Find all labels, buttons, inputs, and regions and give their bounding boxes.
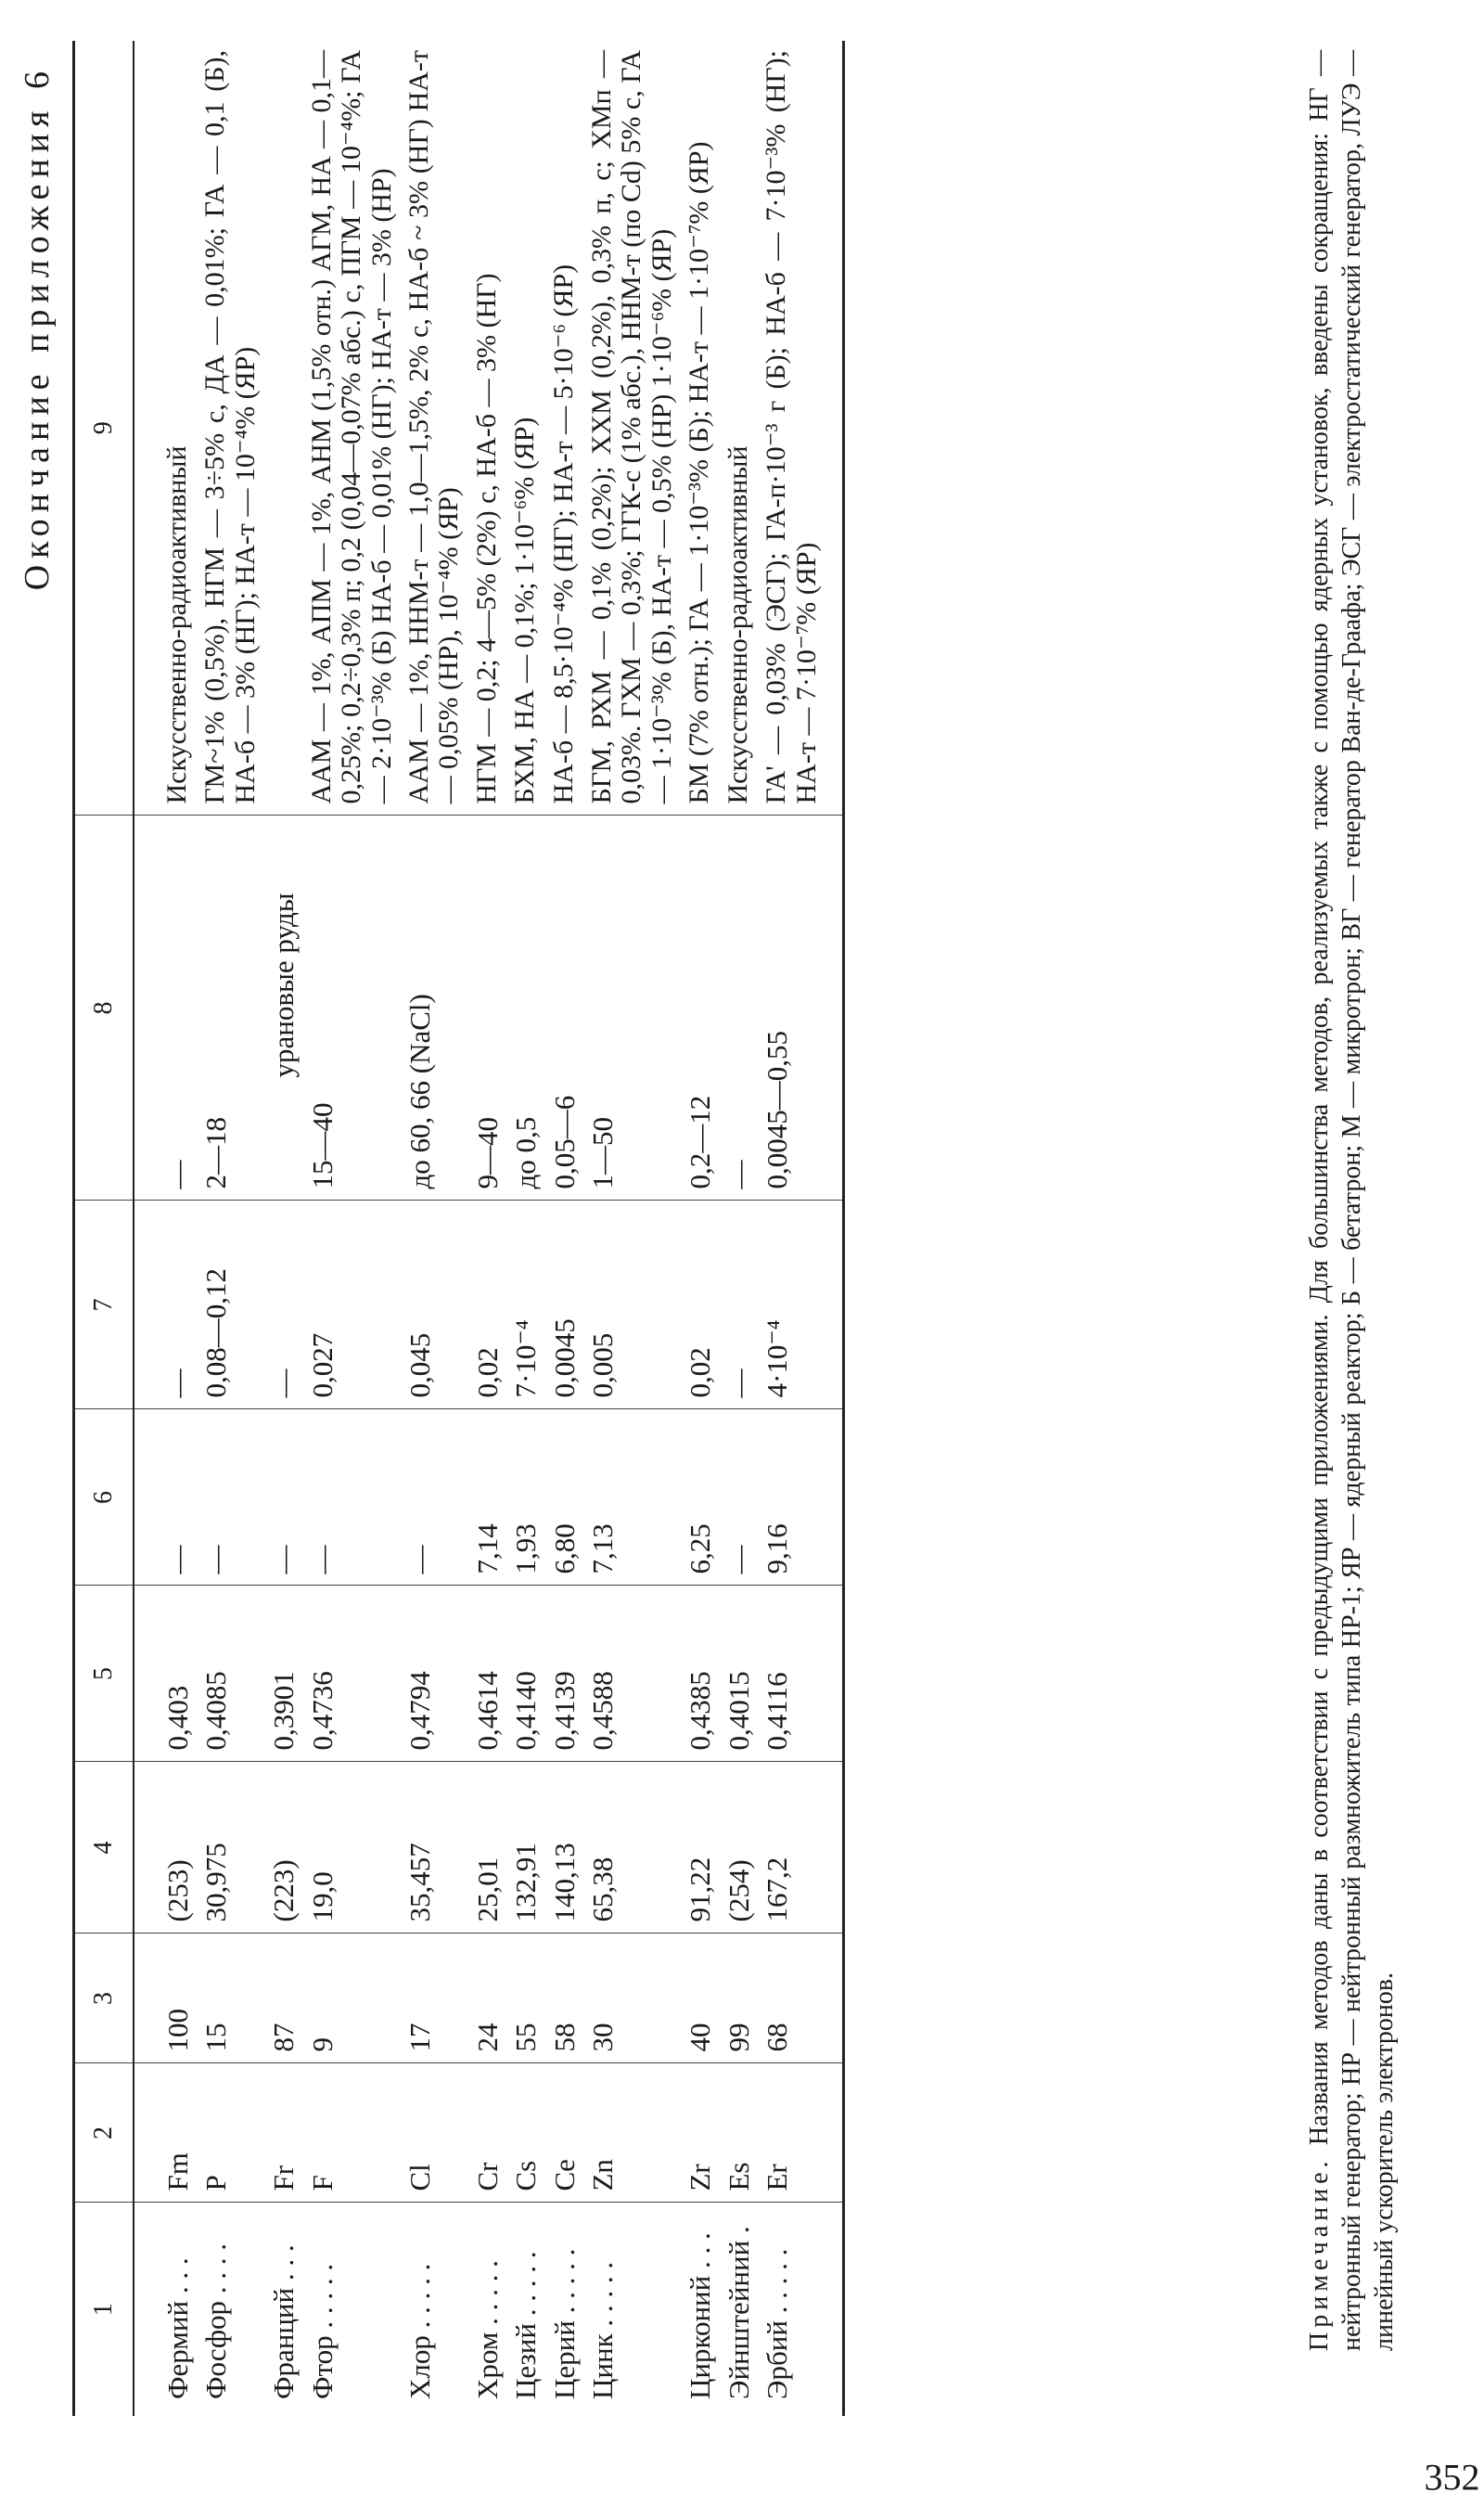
column-7-value: — bbox=[720, 1201, 758, 1409]
atomic-number: 99 bbox=[720, 1933, 758, 2063]
atomic-mass: (223) bbox=[264, 1762, 302, 1933]
column-header-1: 1 bbox=[74, 2203, 134, 2416]
atomic-mass: 65,38 bbox=[583, 1762, 681, 1933]
table-row bbox=[681, 41, 719, 2416]
column-7-value: 0,02 bbox=[681, 1201, 719, 1409]
column-8-value: 1—50 bbox=[586, 1117, 620, 1189]
column-8-cell bbox=[720, 816, 758, 1201]
atomic-mass: 132,91 bbox=[506, 1762, 544, 1933]
element-symbol: Cr bbox=[468, 2063, 506, 2203]
element-name: Цирконий . . . bbox=[684, 2232, 717, 2399]
element-symbol: Ce bbox=[545, 2063, 583, 2203]
element-symbol: Fr bbox=[264, 2063, 302, 2203]
atomic-number: 68 bbox=[758, 1933, 843, 2063]
column-8-value: до 60, 66 (NaCl) bbox=[403, 994, 436, 1189]
atomic-number: 24 bbox=[468, 1933, 506, 2063]
column-header-3: 3 bbox=[74, 1933, 134, 2063]
element-name: Церий . . . . . bbox=[547, 2248, 581, 2399]
atomic-number: 17 bbox=[401, 1933, 468, 2063]
column-7-value: 0,08—0,12 bbox=[197, 1201, 264, 1409]
column-5-value: 0,4139 bbox=[545, 1586, 583, 1762]
column-8-value: 0,2—12 bbox=[684, 1095, 717, 1189]
column-8-value: 0,0045—0,55 bbox=[761, 1031, 794, 1189]
column-6-value: 7,13 bbox=[583, 1409, 681, 1586]
column-8-cell bbox=[468, 816, 506, 1201]
column-5-value: 0,4736 bbox=[303, 1586, 401, 1762]
element-symbol: F bbox=[303, 2063, 401, 2203]
column-6-value: 6,80 bbox=[545, 1409, 583, 1586]
column-6-value: — bbox=[134, 1409, 197, 1586]
column-8-note: урановые руды bbox=[267, 893, 301, 1078]
column-8-cell bbox=[197, 816, 264, 1201]
column-6-value: — bbox=[264, 1409, 302, 1586]
methods-text: ГМ~1% (0,5%), НГМ — 3÷5% с, ДА — 0,01%; ГА — 0,1 (Б), НА-б — 3% (НГ); НА-т — 10⁻⁴% (ЯР) bbox=[197, 41, 264, 816]
elements-table bbox=[72, 41, 845, 2416]
table-row bbox=[468, 41, 506, 2416]
methods-text: БХМ, НА — 0,1%; 1·10⁻⁶% (ЯР) bbox=[506, 41, 544, 816]
column-header-7: 7 bbox=[74, 1201, 134, 1409]
table-row bbox=[401, 41, 468, 2416]
column-8-value: — bbox=[722, 1160, 755, 1189]
methods-text: НГМ — 0,2; 4—5% (2%) с, НА-б — 3% (НГ) bbox=[468, 41, 506, 816]
column-8-cell bbox=[264, 816, 302, 1201]
column-5-value: 0,3901 bbox=[264, 1586, 302, 1762]
column-8-cell bbox=[758, 816, 843, 1201]
column-8-value: — bbox=[161, 1160, 194, 1189]
column-5-value: 0,4116 bbox=[758, 1586, 843, 1762]
element-name: Хром . . . . . bbox=[470, 2260, 504, 2399]
column-5-value: 0,4015 bbox=[720, 1586, 758, 1762]
column-5-value: 0,4140 bbox=[506, 1586, 544, 1762]
element-symbol: Fm bbox=[134, 2063, 197, 2203]
column-6-value: — bbox=[197, 1409, 264, 1586]
atomic-mass: 140,13 bbox=[545, 1762, 583, 1933]
column-6-value: 6,25 bbox=[681, 1409, 719, 1586]
column-7-value: — bbox=[134, 1201, 197, 1409]
footnote bbox=[1303, 50, 1401, 2351]
footnote-lead: Примечание. bbox=[1305, 2156, 1334, 2351]
column-6-value: — bbox=[720, 1409, 758, 1586]
column-5-value: 0,4614 bbox=[468, 1586, 506, 1762]
atomic-number: 100 bbox=[134, 1933, 197, 2063]
column-8-value: 0,05—6 bbox=[547, 1095, 581, 1189]
column-8-cell bbox=[583, 816, 681, 1201]
column-7-value: 4·10⁻⁴ bbox=[758, 1201, 843, 1409]
column-5-value: 0,4588 bbox=[583, 1586, 681, 1762]
table-row bbox=[583, 41, 681, 2416]
atomic-number: 87 bbox=[264, 1933, 302, 2063]
table-row bbox=[134, 41, 197, 2416]
continuation-title: Окончание приложения 6 bbox=[18, 65, 57, 591]
methods-text: Искусственно-радиоактивный bbox=[720, 41, 758, 816]
atomic-mass: (254) bbox=[720, 1762, 758, 1933]
table-body bbox=[134, 41, 843, 2416]
column-5-value: 0,4085 bbox=[197, 1586, 264, 1762]
atomic-number: 55 bbox=[506, 1933, 544, 2063]
column-5-value: 0,4794 bbox=[401, 1586, 468, 1762]
column-header-5: 5 bbox=[74, 1586, 134, 1762]
atomic-number: 30 bbox=[583, 1933, 681, 2063]
column-8-value: 9—40 bbox=[470, 1117, 504, 1189]
column-8-value: до 0,5 bbox=[509, 1116, 543, 1189]
column-7-value: 0,005 bbox=[583, 1201, 681, 1409]
column-7-value: 0,027 bbox=[303, 1201, 401, 1409]
atomic-number: 9 bbox=[303, 1933, 401, 2063]
column-header-4: 4 bbox=[74, 1762, 134, 1933]
column-8-cell bbox=[303, 816, 401, 1201]
element-symbol: Zr bbox=[681, 2063, 719, 2203]
page-number: 352 bbox=[1424, 2456, 1480, 2499]
header-row bbox=[74, 41, 134, 2416]
atomic-mass: 30,975 bbox=[197, 1762, 264, 1933]
atomic-mass: (253) bbox=[134, 1762, 197, 1933]
element-symbol: Cs bbox=[506, 2063, 544, 2203]
element-name: Эйнштейний . bbox=[722, 2226, 755, 2399]
table-row bbox=[545, 41, 583, 2416]
element-name: Фосфор . . . . bbox=[199, 2243, 233, 2399]
element-symbol: Zn bbox=[583, 2063, 681, 2203]
column-5-value: 0,403 bbox=[134, 1586, 197, 1762]
column-7-value: — bbox=[264, 1201, 302, 1409]
column-header-8: 8 bbox=[74, 816, 134, 1201]
methods-text: БГМ, РХМ — 0,1% (0,2%); ХХМ (0,2%), 0,3% п, с; ХМп — 0,03%. ГХМ — 0,3%; ГГК-с (1% абс.), ННМ-т (по Cd) 5% с, ГА — 1·10⁻³% (Б), НА-т — 0,5% (НР) 1·10⁻⁶% (ЯР) bbox=[583, 41, 681, 816]
element-symbol: Es bbox=[720, 2063, 758, 2203]
column-7-value: 0,0045 bbox=[545, 1201, 583, 1409]
column-header-9: 9 bbox=[74, 41, 134, 816]
element-symbol: Er bbox=[758, 2063, 843, 2203]
element-symbol: Cl bbox=[401, 2063, 468, 2203]
column-header-2: 2 bbox=[74, 2063, 134, 2203]
column-6-value: 1,93 bbox=[506, 1409, 544, 1586]
atomic-mass: 167,2 bbox=[758, 1762, 843, 1933]
element-name: Франций . . . bbox=[267, 2244, 301, 2399]
methods-text: БМ (7% отн.); ГА — 1·10⁻³% (Б); НА-т — 1·10⁻⁷% (ЯР) bbox=[681, 41, 719, 816]
column-7-value: 0,02 bbox=[468, 1201, 506, 1409]
table-row bbox=[264, 41, 302, 2416]
table-row bbox=[758, 41, 843, 2416]
element-name: Цинк . . . . . bbox=[586, 2261, 620, 2399]
atomic-number: 40 bbox=[681, 1933, 719, 2063]
footnote-text: Названия методов даны в соответствии с предыдущими приложениями. Для большинства методов, реализуемых также с помощью ядерных установок, введены сокращения: НГ — нейтронный генератор; НР — нейтронный размножитель типа НР-1; ЯР — ядерный реактор; Б — бетатрон; М — микротрон; ВГ — генератор Ван-де-Граафа; ЭСГ — электростатический генератор, ЛУЭ — линейный ускоритель электронов. bbox=[1305, 50, 1399, 2351]
methods-text: ААМ — 1%, ННМ-т — 1,0—1,5%, 2% с, НА-б ~ 3% (НГ) НА-т — 0,05% (НР), 10⁻⁴% (ЯР) bbox=[401, 41, 468, 816]
methods-text: НА-б — 8,5·10⁻⁴% (НГ); НА-т — 5·10⁻⁶ (ЯР) bbox=[545, 41, 583, 816]
element-name: Фтор . . . . . bbox=[305, 2263, 339, 2399]
atomic-mass: 35,457 bbox=[401, 1762, 468, 1933]
atomic-mass: 25,01 bbox=[468, 1762, 506, 1933]
column-8-cell bbox=[401, 816, 468, 1201]
methods-text: ГА' — 0,03% (ЭСГ); ГА-п·10⁻³ г (Б); НА-б — 7·10⁻³% (НГ); НА-т — 7·10⁻⁷% (ЯР) bbox=[758, 41, 843, 816]
column-5-value: 0,4385 bbox=[681, 1586, 719, 1762]
table-row bbox=[720, 41, 758, 2416]
column-8-value: 15—40 bbox=[305, 1102, 339, 1189]
column-6-value: — bbox=[303, 1409, 401, 1586]
methods-text bbox=[264, 41, 302, 816]
column-6-value: 9,16 bbox=[758, 1409, 843, 1586]
column-header-6: 6 bbox=[74, 1409, 134, 1586]
table-row bbox=[303, 41, 401, 2416]
element-symbol: P bbox=[197, 2063, 264, 2203]
column-8-cell bbox=[545, 816, 583, 1201]
atomic-mass: 19,0 bbox=[303, 1762, 401, 1933]
column-8-cell bbox=[134, 816, 197, 1201]
table-row bbox=[197, 41, 264, 2416]
column-8-value: 2—18 bbox=[199, 1117, 233, 1189]
atomic-number: 15 bbox=[197, 1933, 264, 2063]
column-8-cell bbox=[681, 816, 719, 1201]
column-7-value: 0,045 bbox=[401, 1201, 468, 1409]
table-row bbox=[506, 41, 544, 2416]
methods-text: ААМ — 1%, АПМ — 1%, АНМ (1,5% отн.) АГМ, НА — 0,1—0,25%; 0,2÷0,3% п; 0,2 (0,04—0,07% абс.) с, ПГМ — 10⁻⁴%; ГА — 2·10⁻³% (Б) НА-б — 0,01% (НГ); НА-т — 3% (НР) bbox=[303, 41, 401, 816]
element-name: Эрбий . . . . . bbox=[758, 2203, 843, 2416]
atomic-number: 58 bbox=[545, 1933, 583, 2063]
element-name: Хлор . . . . . bbox=[403, 2263, 436, 2399]
element-name: Фермий . . . bbox=[161, 2257, 194, 2399]
column-7-value: 7·10⁻⁴ bbox=[506, 1201, 544, 1409]
column-6-value: — bbox=[401, 1409, 468, 1586]
atomic-mass: 91,22 bbox=[681, 1762, 719, 1933]
column-6-value: 7,14 bbox=[468, 1409, 506, 1586]
table-header bbox=[74, 41, 134, 2416]
element-name: Цезий . . . . . bbox=[509, 2251, 543, 2399]
methods-text: Искусственно-радиоактивный bbox=[134, 41, 197, 816]
column-8-cell bbox=[506, 816, 544, 1201]
